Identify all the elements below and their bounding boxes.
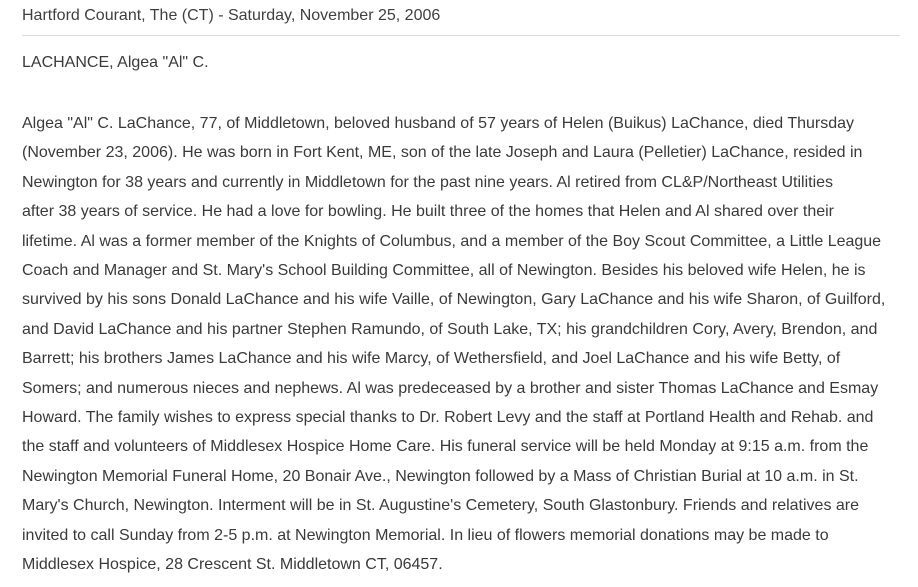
- body-line: Newington Memorial Funeral Home, 20 Bonair Ave., Newington followed by a Mass of Christian Burial at 10 a.m. in St.: [22, 467, 859, 485]
- body-line: invited to call Sunday from 2-5 p.m. at Newington Memorial. In lieu of flowers memorial donations may be made to: [22, 526, 829, 544]
- body-line: Mary's Church, Newington. Interment will be in St. Augustine's Cemetery, South Glastonbury. Friends and relatives are: [22, 497, 860, 515]
- body-line: survived by his sons Donald LaChance and his wife Vaille, of Newington, Gary LaChance and his wife Sharon, of Guilford,: [22, 291, 886, 309]
- body-line: Newington for 38 years and currently in Middletown for the past nine years. Al retired from CL&P/Northeast Utilities: [22, 173, 834, 191]
- body-line: lifetime. Al was a former member of the Knights of Columbus, and a member of the Boy Scout Committee, a Little League: [22, 232, 882, 250]
- body-line: Barrett; his brothers James LaChance and his wife Marcy, of Wethersfield, and Joel LaChance and his wife Betty, of: [22, 350, 841, 368]
- body-line: Howard. The family wishes to express special thanks to Dr. Robert Levy and the staff at Portland Health and Rehab. and: [22, 409, 874, 427]
- body-line: and David LaChance and his partner Stephen Ramundo, of South Lake, TX; his grandchildren Cory, Avery, Brendon, and: [22, 320, 878, 338]
- obituary-page: [22, 0, 900, 580]
- body-line: Middlesex Hospice, 28 Crescent St. Middletown CT, 06457.: [22, 556, 443, 574]
- obituary-body: [22, 109, 902, 580]
- body-line: (November 23, 2006). He was born in Fort Kent, ME, son of the late Joseph and Laura (Pelletier) LaChance, resided in: [22, 144, 863, 162]
- body-line: after 38 years of service. He had a love for bowling. He built three of the homes that Helen and Al shared over their: [22, 203, 835, 221]
- body-line: the staff and volunteers of Middlesex Hospice Home Care. His funeral service will be held Monday at 9:15 a.m. from the: [22, 438, 869, 456]
- publication-source: Hartford Courant, The (CT) - Saturday, November 25, 2006: [22, 7, 441, 24]
- body-line: Somers; and numerous nieces and nephews. Al was predeceased by a brother and sister Thomas LaChance and Esmay: [22, 379, 879, 397]
- obituary-name: LACHANCE, Algea "Al" C.: [22, 54, 209, 71]
- divider: [22, 35, 900, 36]
- body-line: Algea "Al" C. LaChance, 77, of Middletown, beloved husband of 57 years of Helen (Buikus) LaChance, died Thursday: [22, 115, 855, 132]
- body-line: Coach and Manager and St. Mary's School Building Committee, all of Newington. Besides his beloved wife Helen, he is: [22, 262, 866, 280]
